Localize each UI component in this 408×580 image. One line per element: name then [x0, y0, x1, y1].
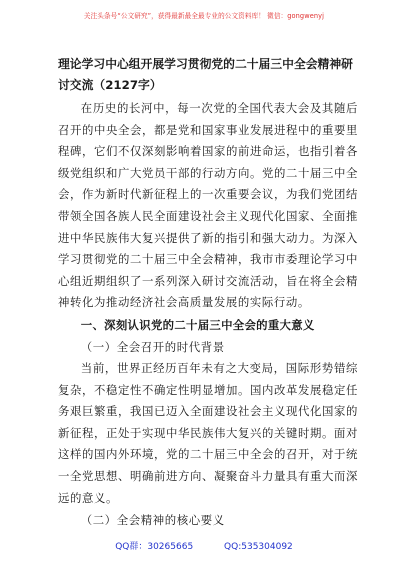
subsection-heading-1: （一）全会召开的时代背景 [80, 339, 225, 354]
document-body [58, 98, 358, 531]
footer-qq: QQ:535304092 [224, 542, 293, 552]
footer-contact [0, 539, 408, 552]
subsection-paragraph-1: 当前，世界正经历百年未有之大变局，国际形势错综复杂，不稳定性不确定性明显增加。国内改革发展稳定任务艰巨繁重，我国已迈入全面建设社会主义现代化国家的新征程，正处于实现中华民族伟大复兴的关键时期。面对这样的国内外环境，党的二十届三中全会的召开，对于统一全党思想、明确前进方向、凝聚奋斗力量具有重大而深远的意义。 [58, 360, 358, 505]
document-title: 理论学习中心组开展学习贯彻党的二十届三中全会精神研讨交流（2127字） [58, 57, 353, 92]
subsection-heading-2: （二）全会精神的核心要义 [80, 513, 225, 528]
watermark-banner: 关注头条号“公文研究”，获得最新最全最专业的公文资料库！ 微信：gongwenyj [83, 12, 325, 20]
footer-qq-group: QQ群：30265665 [115, 542, 194, 552]
section-heading-1: 一、深刻认识党的二十届三中全会的重大意义 [80, 317, 315, 332]
intro-paragraph: 在历史的长河中，每一次党的全国代表大会及其随后召开的中央全会，都是党和国家事业发展进程中的重要里程碑，它们不仅深刻影响着国家的前进命运，也指引着各级党组织和广大党员干部的行动方向。党的二十届三中全会，作为新时代新征程上的一次重要会议，为我们党团结带领全国各族人民全面建设社会主义现代化国家、全面推进中华民族伟大复兴提供了新的指引和强大动力。为深入学习贯彻党的二十届三中全会精神，我市市委理论学习中心组近期组织了一系列深入研讨交流活动，旨在将全会精神转化为推动经济社会高质量发展的实际行动。 [58, 101, 358, 310]
